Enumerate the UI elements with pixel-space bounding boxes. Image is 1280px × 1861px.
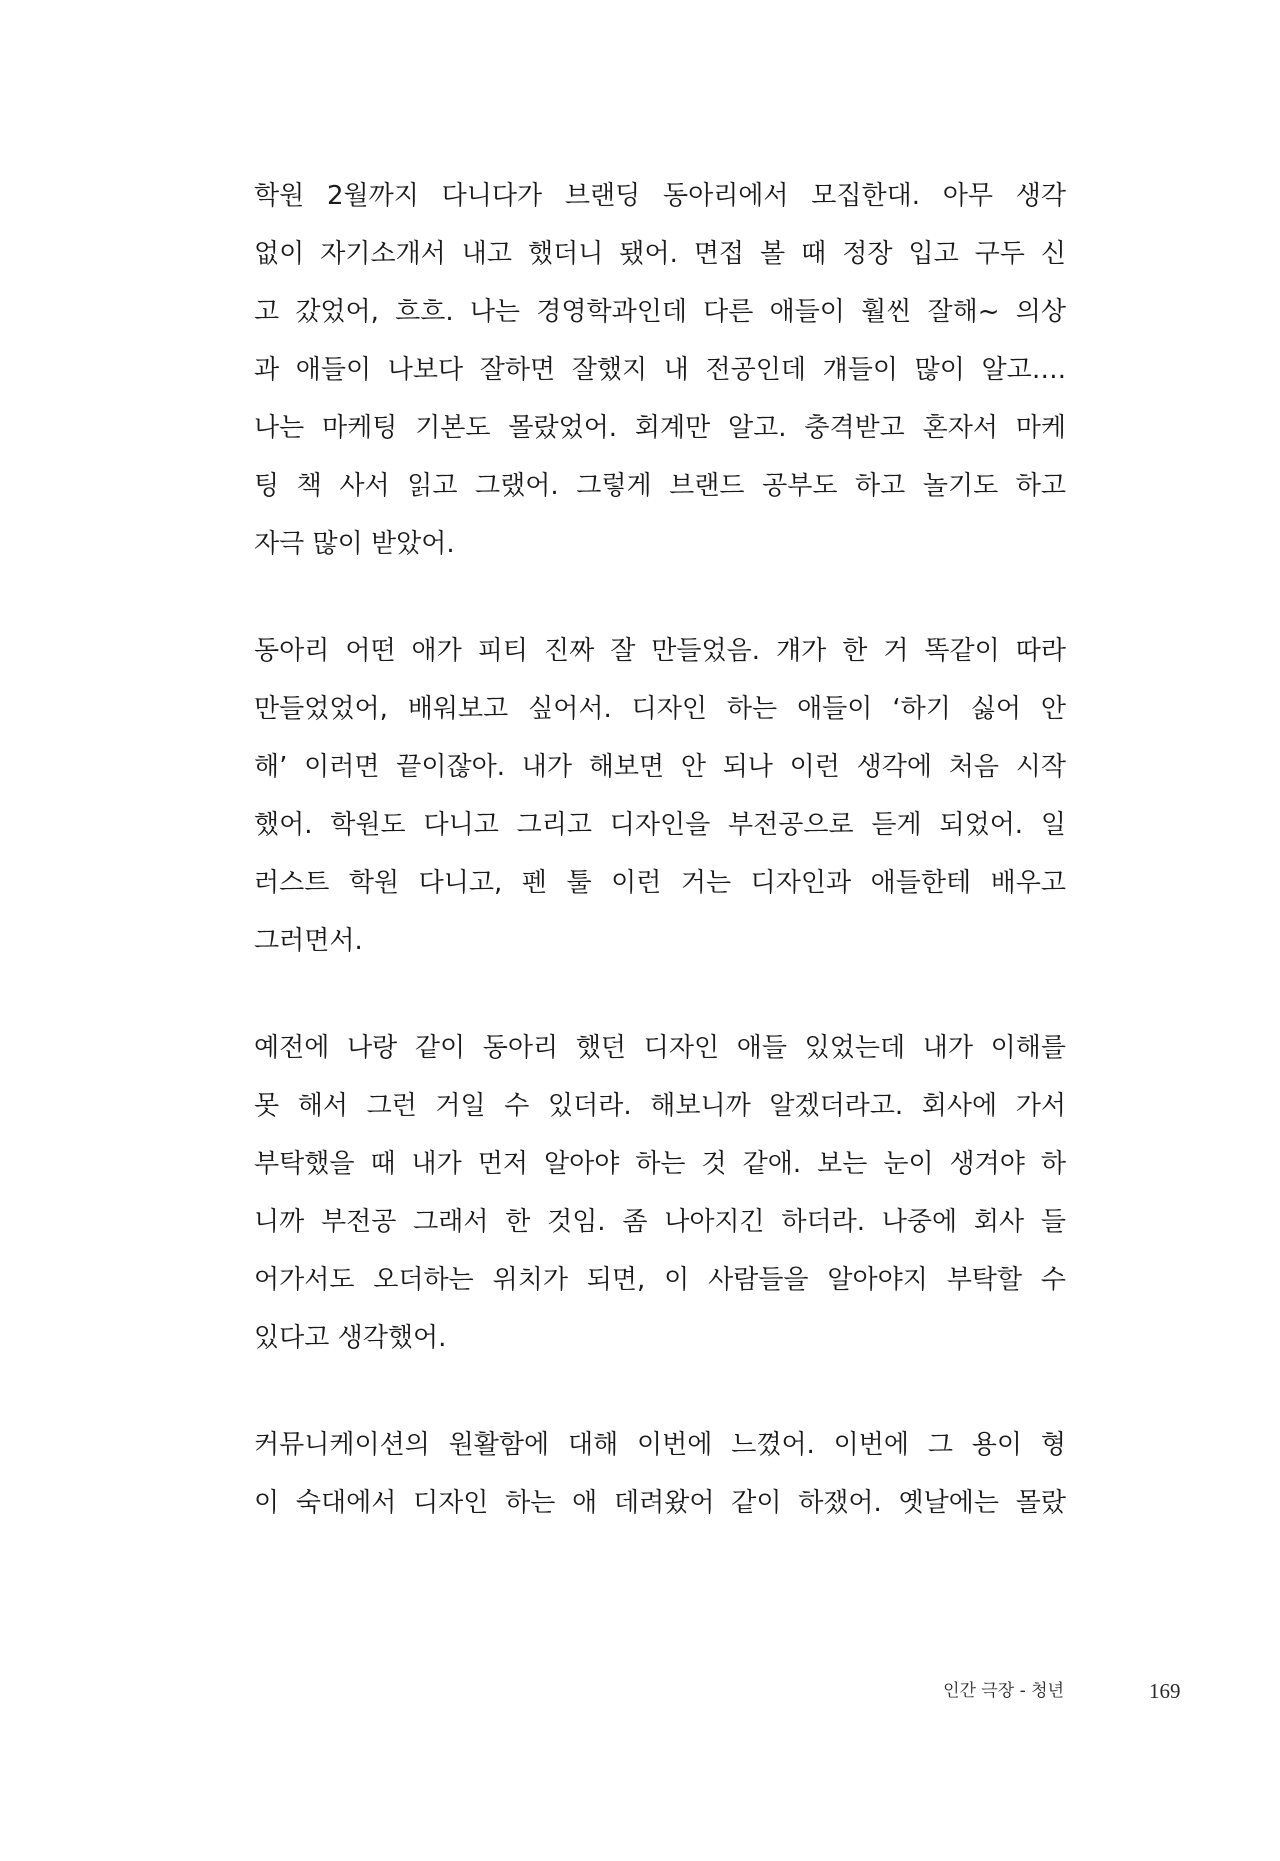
running-title: 인간 극장 - 청년 xyxy=(943,1681,1064,1701)
text-line: 이 숙대에서 디자인 하는 애 데려왔어 같이 하쟀어. 옛날에는 몰랐 xyxy=(254,1488,1066,1518)
text-line: 했어. 학원도 다니고 그리고 디자인을 부전공으로 듣게 되었어. 일 xyxy=(254,810,1066,840)
text-line: 고 갔었어, 흐흐. 나는 경영학과인데 다른 애들이 훨씬 잘해~ 의상 xyxy=(254,297,1066,327)
text-line: 예전에 나랑 같이 동아리 했던 디자인 애들 있었는데 내가 이해를 xyxy=(254,1033,1066,1063)
text-line: 동아리 어떤 애가 피티 진짜 잘 만들었음. 걔가 한 거 똑같이 따라 xyxy=(254,636,1066,666)
text-line: 나는 마케팅 기본도 몰랐었어. 회계만 알고. 충격받고 혼자서 마케 xyxy=(254,413,1066,443)
text-line: 자극 많이 받았어. xyxy=(254,529,455,559)
text-line: 해’ 이러면 끝이잖아. 내가 해보면 안 되나 이런 생각에 처음 시작 xyxy=(254,752,1066,782)
text-line: 팅 책 사서 읽고 그랬어. 그렇게 브랜드 공부도 하고 놀기도 하고 xyxy=(254,471,1066,501)
text-line: 그러면서. xyxy=(254,926,363,956)
text-line: 없이 자기소개서 내고 했더니 됐어. 면접 볼 때 정장 입고 구두 신 xyxy=(254,239,1066,269)
paragraph-2 xyxy=(254,622,1066,970)
text-line: 어가서도 오더하는 위치가 되면, 이 사람들을 알아야지 부탁할 수 xyxy=(254,1265,1066,1295)
text-line: 만들었었어, 배워보고 싶어서. 디자인 하는 애들이 ‘하기 싫어 안 xyxy=(254,694,1066,724)
text-line: 부탁했을 때 내가 먼저 알아야 하는 것 같애. 보는 눈이 생겨야 하 xyxy=(254,1149,1066,1179)
page-footer xyxy=(0,1675,1280,1707)
page-number: 169 xyxy=(1149,1679,1181,1703)
text-line: 못 해서 그런 거일 수 있더라. 해보니까 알겠더라고. 회사에 가서 xyxy=(254,1091,1066,1121)
text-line: 러스트 학원 다니고, 펜 툴 이런 거는 디자인과 애들한테 배우고 xyxy=(254,868,1066,898)
paragraph-1 xyxy=(254,167,1066,573)
text-line: 있다고 생각했어. xyxy=(254,1323,447,1353)
body-text xyxy=(254,167,1066,1581)
text-line: 학원 2월까지 다니다가 브랜딩 동아리에서 모집한대. 아무 생각 xyxy=(254,181,1066,211)
text-line: 커뮤니케이션의 원활함에 대해 이번에 느꼈어. 이번에 그 용이 형 xyxy=(254,1430,1066,1460)
text-line: 과 애들이 나보다 잘하면 잘했지 내 전공인데 걔들이 많이 알고…. xyxy=(254,355,1066,385)
paragraph-4 xyxy=(254,1416,1066,1532)
text-line: 니까 부전공 그래서 한 것임. 좀 나아지긴 하더라. 나중에 회사 들 xyxy=(254,1207,1066,1237)
paragraph-3 xyxy=(254,1019,1066,1367)
